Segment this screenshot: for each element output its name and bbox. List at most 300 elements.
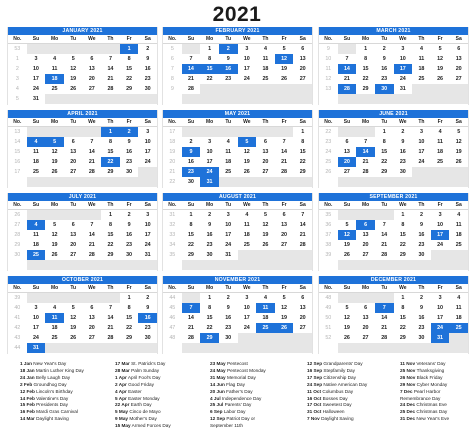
day-cell[interactable]: 14 xyxy=(338,64,357,74)
day-cell[interactable]: 15 xyxy=(187,232,194,238)
day-cell[interactable]: 10 xyxy=(418,139,425,145)
day-cell[interactable]: 21 xyxy=(187,325,194,331)
day-cell[interactable]: 18 xyxy=(262,315,269,321)
day-cell[interactable]: 13 xyxy=(299,56,306,62)
day-cell[interactable]: 30 xyxy=(144,335,151,341)
day-cell[interactable]: 27 xyxy=(455,76,462,82)
day-cell[interactable]: 5 xyxy=(71,305,75,311)
day-cell[interactable]: 9 xyxy=(208,222,212,228)
day-cell[interactable]: 7 xyxy=(345,56,349,62)
day-cell[interactable]: 22 xyxy=(381,159,388,165)
day-cell[interactable]: 9 xyxy=(182,147,201,157)
day-cell[interactable]: 10 xyxy=(144,222,151,228)
day-cell[interactable]: 11 xyxy=(45,313,64,323)
day-cell[interactable]: 20 xyxy=(299,315,306,321)
day-cell[interactable]: 30 xyxy=(126,169,133,175)
day-cell[interactable]: 18 xyxy=(32,242,39,248)
day-cell[interactable]: 12 xyxy=(70,315,77,321)
day-cell[interactable]: 15 xyxy=(399,315,406,321)
day-cell[interactable]: 16 xyxy=(418,315,425,321)
day-cell[interactable]: 2 xyxy=(219,44,238,54)
day-cell[interactable]: 16 xyxy=(381,66,388,72)
day-cell[interactable]: 30 xyxy=(375,84,394,94)
day-cell[interactable]: 14 xyxy=(381,232,388,238)
day-cell[interactable]: 2 xyxy=(120,127,139,137)
day-cell[interactable]: 18 xyxy=(32,159,39,165)
day-cell[interactable]: 3 xyxy=(146,129,150,135)
day-cell[interactable]: 4 xyxy=(263,46,267,52)
day-cell[interactable]: 16 xyxy=(138,313,157,323)
day-cell[interactable]: 1 xyxy=(364,46,368,52)
day-cell[interactable]: 1 xyxy=(208,295,212,301)
day-cell[interactable]: 1 xyxy=(208,46,212,52)
day-cell[interactable]: 22 xyxy=(362,76,369,82)
day-cell[interactable]: 18 xyxy=(437,149,444,155)
day-cell[interactable]: 18 xyxy=(51,325,58,331)
day-cell[interactable]: 29 xyxy=(107,252,114,258)
day-cell[interactable]: 21 xyxy=(343,76,350,82)
day-cell[interactable]: 24 xyxy=(144,242,151,248)
day-cell[interactable]: 21 xyxy=(299,232,306,238)
day-cell[interactable]: 25 xyxy=(32,169,39,175)
day-cell[interactable]: 2 xyxy=(419,295,423,301)
day-cell[interactable]: 31 xyxy=(27,343,46,353)
day-cell[interactable]: 15 xyxy=(399,232,406,238)
day-cell[interactable]: 22 xyxy=(399,242,406,248)
day-cell[interactable]: 23 xyxy=(225,76,232,82)
day-cell[interactable]: 15 xyxy=(126,66,133,72)
day-cell[interactable]: 16 xyxy=(206,232,213,238)
day-cell[interactable]: 21 xyxy=(381,325,388,331)
day-cell[interactable]: 28 xyxy=(299,242,306,248)
day-cell[interactable]: 31 xyxy=(431,333,450,343)
day-cell[interactable]: 31 xyxy=(32,96,39,102)
day-cell[interactable]: 6 xyxy=(345,139,349,145)
day-cell[interactable]: 30 xyxy=(187,179,194,185)
day-cell[interactable]: 3 xyxy=(401,46,405,52)
day-cell[interactable]: 24 xyxy=(200,167,219,177)
day-cell[interactable]: 19 xyxy=(437,66,444,72)
day-cell[interactable]: 10 xyxy=(32,66,39,72)
day-cell[interactable]: 18 xyxy=(418,66,425,72)
day-cell[interactable]: 28 xyxy=(187,335,194,341)
day-cell[interactable]: 15 xyxy=(107,232,114,238)
day-cell[interactable]: 12 xyxy=(51,232,58,238)
day-cell[interactable]: 21 xyxy=(281,159,288,165)
day-cell[interactable]: 5 xyxy=(263,212,267,218)
day-cell[interactable]: 13 xyxy=(362,315,369,321)
day-cell[interactable]: 7 xyxy=(108,56,112,62)
day-cell[interactable]: 30 xyxy=(144,86,151,92)
day-cell[interactable]: 19 xyxy=(281,315,288,321)
day-cell[interactable]: 14 xyxy=(107,66,114,72)
day-cell[interactable]: 8 xyxy=(401,305,405,311)
day-cell[interactable]: 3 xyxy=(208,139,212,145)
day-cell[interactable]: 7 xyxy=(189,56,193,62)
day-cell[interactable]: 19 xyxy=(243,159,250,165)
day-cell[interactable]: 27 xyxy=(88,335,95,341)
day-cell[interactable]: 4 xyxy=(419,46,423,52)
day-cell[interactable]: 8 xyxy=(208,56,212,62)
day-cell[interactable]: 22 xyxy=(206,76,213,82)
day-cell[interactable]: 6 xyxy=(71,139,75,145)
day-cell[interactable]: 11 xyxy=(262,56,269,62)
day-cell[interactable]: 26 xyxy=(70,335,77,341)
day-cell[interactable]: 23 xyxy=(144,325,151,331)
day-cell[interactable]: 21 xyxy=(107,325,114,331)
day-cell[interactable]: 22 xyxy=(126,325,133,331)
day-cell[interactable]: 11 xyxy=(437,139,443,145)
day-cell[interactable]: 22 xyxy=(299,159,306,165)
day-cell[interactable]: 13 xyxy=(70,149,77,155)
day-cell[interactable]: 6 xyxy=(301,295,305,301)
day-cell[interactable]: 14 xyxy=(88,149,95,155)
day-cell[interactable]: 1 xyxy=(401,212,405,218)
day-cell[interactable]: 17 xyxy=(418,149,425,155)
day-cell[interactable]: 9 xyxy=(382,56,386,62)
day-cell[interactable]: 18 xyxy=(45,74,64,84)
day-cell[interactable]: 27 xyxy=(299,76,306,82)
day-cell[interactable]: 14 xyxy=(107,315,114,321)
day-cell[interactable]: 24 xyxy=(32,86,39,92)
day-cell[interactable]: 17 xyxy=(437,315,444,321)
day-cell[interactable]: 5 xyxy=(457,129,461,135)
day-cell[interactable]: 17 xyxy=(32,325,39,331)
day-cell[interactable]: 12 xyxy=(338,230,357,240)
day-cell[interactable]: 24 xyxy=(437,242,444,248)
day-cell[interactable]: 6 xyxy=(90,305,94,311)
day-cell[interactable]: 16 xyxy=(418,232,425,238)
day-cell[interactable]: 18 xyxy=(455,232,462,238)
day-cell[interactable]: 12 xyxy=(243,149,250,155)
day-cell[interactable]: 23 xyxy=(144,76,151,82)
day-cell[interactable]: 12 xyxy=(437,56,444,62)
day-cell[interactable]: 5 xyxy=(438,46,442,52)
day-cell[interactable]: 2 xyxy=(226,295,230,301)
day-cell[interactable]: 19 xyxy=(343,242,350,248)
day-cell[interactable]: 2 xyxy=(146,295,150,301)
day-cell[interactable]: 10 xyxy=(206,149,213,155)
day-cell[interactable]: 8 xyxy=(127,56,131,62)
day-cell[interactable]: 24 xyxy=(431,323,450,333)
day-cell[interactable]: 13 xyxy=(299,305,306,311)
day-cell[interactable]: 8 xyxy=(108,139,112,145)
day-cell[interactable]: 25 xyxy=(51,335,58,341)
day-cell[interactable]: 30 xyxy=(206,252,213,258)
day-cell[interactable]: 26 xyxy=(281,76,288,82)
day-cell[interactable]: 19 xyxy=(455,149,462,155)
day-cell[interactable]: 19 xyxy=(51,242,58,248)
day-cell[interactable]: 10 xyxy=(243,56,250,62)
day-cell[interactable]: 21 xyxy=(107,76,114,82)
day-cell[interactable]: 7 xyxy=(382,222,386,228)
day-cell[interactable]: 24 xyxy=(144,159,151,165)
day-cell[interactable]: 4 xyxy=(226,139,230,145)
day-cell[interactable]: 12 xyxy=(51,149,58,155)
day-cell[interactable]: 28 xyxy=(107,335,114,341)
day-cell[interactable]: 26 xyxy=(70,86,77,92)
day-cell[interactable]: 2 xyxy=(382,46,386,52)
day-cell[interactable]: 5 xyxy=(345,222,349,228)
day-cell[interactable]: 12 xyxy=(275,54,294,64)
day-cell[interactable]: 10 xyxy=(32,315,39,321)
day-cell[interactable]: 19 xyxy=(70,76,77,82)
day-cell[interactable]: 23 xyxy=(182,167,201,177)
day-cell[interactable]: 17 xyxy=(225,232,232,238)
day-cell[interactable]: 8 xyxy=(208,305,212,311)
day-cell[interactable]: 21 xyxy=(187,76,194,82)
day-cell[interactable]: 26 xyxy=(275,323,294,333)
day-cell[interactable]: 10 xyxy=(144,139,151,145)
day-cell[interactable]: 14 xyxy=(281,149,288,155)
day-cell[interactable]: 25 xyxy=(51,86,58,92)
day-cell[interactable]: 26 xyxy=(437,76,444,82)
day-cell[interactable]: 30 xyxy=(399,169,406,175)
day-cell[interactable]: 29 xyxy=(200,333,219,343)
day-cell[interactable]: 12 xyxy=(262,222,269,228)
day-cell[interactable]: 21 xyxy=(88,242,95,248)
day-cell[interactable]: 26 xyxy=(262,242,269,248)
day-cell[interactable]: 20 xyxy=(70,159,77,165)
day-cell[interactable]: 28 xyxy=(281,169,288,175)
day-cell[interactable]: 20 xyxy=(70,242,77,248)
day-cell[interactable]: 20 xyxy=(338,157,357,167)
day-cell[interactable]: 4 xyxy=(438,129,442,135)
day-cell[interactable]: 23 xyxy=(225,325,232,331)
day-cell[interactable]: 26 xyxy=(243,169,250,175)
day-cell[interactable]: 25 xyxy=(256,323,275,333)
day-cell[interactable]: 11 xyxy=(225,149,232,155)
day-cell[interactable]: 20 xyxy=(88,76,95,82)
day-cell[interactable]: 13 xyxy=(455,56,462,62)
day-cell[interactable]: 29 xyxy=(187,252,194,258)
day-cell[interactable]: 31 xyxy=(144,252,151,258)
day-cell[interactable]: 2 xyxy=(208,212,212,218)
day-cell[interactable]: 20 xyxy=(299,66,306,72)
day-cell[interactable]: 31 xyxy=(225,252,232,258)
day-cell[interactable]: 20 xyxy=(281,232,288,238)
day-cell[interactable]: 7 xyxy=(90,139,94,145)
day-cell[interactable]: 9 xyxy=(226,305,230,311)
day-cell[interactable]: 14 xyxy=(356,147,375,157)
day-cell[interactable]: 24 xyxy=(225,242,232,248)
day-cell[interactable]: 3 xyxy=(438,212,442,218)
day-cell[interactable]: 23 xyxy=(381,76,388,82)
day-cell[interactable]: 2 xyxy=(146,46,150,52)
day-cell[interactable]: 12 xyxy=(455,139,462,145)
day-cell[interactable]: 28 xyxy=(107,86,114,92)
day-cell[interactable]: 9 xyxy=(419,305,423,311)
day-cell[interactable]: 17 xyxy=(32,76,39,82)
day-cell[interactable]: 8 xyxy=(382,139,386,145)
day-cell[interactable]: 4 xyxy=(245,212,249,218)
day-cell[interactable]: 1 xyxy=(301,129,305,135)
day-cell[interactable]: 17 xyxy=(206,159,213,165)
day-cell[interactable]: 19 xyxy=(51,159,58,165)
day-cell[interactable]: 4 xyxy=(27,220,46,230)
day-cell[interactable]: 30 xyxy=(418,335,425,341)
day-cell[interactable]: 25 xyxy=(449,323,468,333)
day-cell[interactable]: 24 xyxy=(418,159,425,165)
day-cell[interactable]: 29 xyxy=(399,335,406,341)
day-cell[interactable]: 11 xyxy=(33,232,39,238)
day-cell[interactable]: 15 xyxy=(200,64,219,74)
day-cell[interactable]: 2 xyxy=(189,139,193,145)
day-cell[interactable]: 29 xyxy=(126,86,133,92)
day-cell[interactable]: 9 xyxy=(419,222,423,228)
day-cell[interactable]: 25 xyxy=(262,76,269,82)
day-cell[interactable]: 1 xyxy=(127,295,131,301)
day-cell[interactable]: 30 xyxy=(418,252,425,258)
day-cell[interactable]: 2 xyxy=(401,129,405,135)
day-cell[interactable]: 6 xyxy=(282,212,286,218)
day-cell[interactable]: 12 xyxy=(281,305,288,311)
day-cell[interactable]: 11 xyxy=(418,56,425,62)
day-cell[interactable]: 24 xyxy=(243,76,250,82)
day-cell[interactable]: 16 xyxy=(399,149,406,155)
day-cell[interactable]: 18 xyxy=(243,232,250,238)
day-cell[interactable]: 19 xyxy=(343,325,350,331)
day-cell[interactable]: 30 xyxy=(126,252,133,258)
day-cell[interactable]: 13 xyxy=(343,149,350,155)
day-cell[interactable]: 25 xyxy=(225,169,232,175)
day-cell[interactable]: 21 xyxy=(362,159,369,165)
day-cell[interactable]: 6 xyxy=(301,46,305,52)
day-cell[interactable]: 6 xyxy=(71,222,75,228)
day-cell[interactable]: 17 xyxy=(394,64,413,74)
day-cell[interactable]: 31 xyxy=(200,177,219,187)
day-cell[interactable]: 21 xyxy=(381,242,388,248)
day-cell[interactable]: 7 xyxy=(182,303,201,313)
day-cell[interactable]: 13 xyxy=(70,232,77,238)
day-cell[interactable]: 7 xyxy=(282,139,286,145)
day-cell[interactable]: 8 xyxy=(401,222,405,228)
day-cell[interactable]: 23 xyxy=(126,159,133,165)
day-cell[interactable]: 10 xyxy=(225,222,232,228)
day-cell[interactable]: 25 xyxy=(27,250,46,260)
day-cell[interactable]: 23 xyxy=(206,242,213,248)
day-cell[interactable]: 27 xyxy=(70,169,77,175)
day-cell[interactable]: 29 xyxy=(299,169,306,175)
day-cell[interactable]: 3 xyxy=(34,56,38,62)
day-cell[interactable]: 6 xyxy=(457,46,461,52)
day-cell[interactable]: 9 xyxy=(127,139,131,145)
day-cell[interactable]: 2 xyxy=(127,212,131,218)
day-cell[interactable]: 29 xyxy=(107,169,114,175)
day-cell[interactable]: 13 xyxy=(362,232,369,238)
day-cell[interactable]: 29 xyxy=(381,169,388,175)
day-cell[interactable]: 8 xyxy=(189,222,193,228)
day-cell[interactable]: 3 xyxy=(438,295,442,301)
day-cell[interactable]: 3 xyxy=(419,129,423,135)
day-cell[interactable]: 1 xyxy=(382,129,386,135)
day-cell[interactable]: 8 xyxy=(301,139,305,145)
day-cell[interactable]: 15 xyxy=(126,315,133,321)
day-cell[interactable]: 5 xyxy=(282,46,286,52)
day-cell[interactable]: 13 xyxy=(88,315,95,321)
day-cell[interactable]: 24 xyxy=(243,325,250,331)
day-cell[interactable]: 3 xyxy=(245,46,249,52)
day-cell[interactable]: 15 xyxy=(381,149,388,155)
day-cell[interactable]: 12 xyxy=(343,315,350,321)
day-cell[interactable]: 1 xyxy=(189,212,193,218)
day-cell[interactable]: 6 xyxy=(356,220,375,230)
day-cell[interactable]: 28 xyxy=(362,169,369,175)
day-cell[interactable]: 28 xyxy=(381,252,388,258)
day-cell[interactable]: 22 xyxy=(101,157,120,167)
day-cell[interactable]: 11 xyxy=(455,305,462,311)
day-cell[interactable]: 20 xyxy=(262,159,269,165)
day-cell[interactable]: 9 xyxy=(401,139,405,145)
day-cell[interactable]: 28 xyxy=(88,252,95,258)
day-cell[interactable]: 7 xyxy=(108,305,112,311)
day-cell[interactable]: 8 xyxy=(108,222,112,228)
day-cell[interactable]: 8 xyxy=(364,56,368,62)
day-cell[interactable]: 30 xyxy=(225,335,232,341)
day-cell[interactable]: 20 xyxy=(362,242,369,248)
day-cell[interactable]: 21 xyxy=(88,159,95,165)
day-cell[interactable]: 5 xyxy=(345,305,349,311)
day-cell[interactable]: 9 xyxy=(127,222,131,228)
day-cell[interactable]: 14 xyxy=(299,222,306,228)
day-cell[interactable]: 16 xyxy=(144,66,151,72)
day-cell[interactable]: 14 xyxy=(88,232,95,238)
day-cell[interactable]: 10 xyxy=(399,56,406,62)
day-cell[interactable]: 28 xyxy=(88,169,95,175)
day-cell[interactable]: 22 xyxy=(126,76,133,82)
day-cell[interactable]: 27 xyxy=(88,86,95,92)
day-cell[interactable]: 29 xyxy=(399,252,406,258)
day-cell[interactable]: 8 xyxy=(127,305,131,311)
day-cell[interactable]: 24 xyxy=(32,335,39,341)
day-cell[interactable]: 24 xyxy=(399,76,406,82)
day-cell[interactable]: 16 xyxy=(126,149,133,155)
day-cell[interactable]: 17 xyxy=(144,232,151,238)
day-cell[interactable]: 16 xyxy=(126,232,133,238)
day-cell[interactable]: 22 xyxy=(206,325,213,331)
day-cell[interactable]: 26 xyxy=(51,169,58,175)
day-cell[interactable]: 15 xyxy=(107,149,114,155)
day-cell[interactable]: 13 xyxy=(281,222,288,228)
day-cell[interactable]: 27 xyxy=(262,169,269,175)
day-cell[interactable]: 5 xyxy=(238,137,257,147)
day-cell[interactable]: 19 xyxy=(281,66,288,72)
day-cell[interactable]: 23 xyxy=(418,242,425,248)
day-cell[interactable]: 7 xyxy=(301,212,305,218)
day-cell[interactable]: 12 xyxy=(70,66,77,72)
day-cell[interactable]: 25 xyxy=(455,242,462,248)
day-cell[interactable]: 13 xyxy=(262,149,269,155)
day-cell[interactable]: 16 xyxy=(225,315,232,321)
day-cell[interactable]: 26 xyxy=(455,159,462,165)
day-cell[interactable]: 16 xyxy=(219,64,238,74)
day-cell[interactable]: 11 xyxy=(33,149,39,155)
day-cell[interactable]: 6 xyxy=(90,56,94,62)
day-cell[interactable]: 11 xyxy=(256,303,275,313)
day-cell[interactable]: 13 xyxy=(88,66,95,72)
day-cell[interactable]: 22 xyxy=(399,325,406,331)
day-cell[interactable]: 15 xyxy=(206,315,213,321)
day-cell[interactable]: 20 xyxy=(362,325,369,331)
day-cell[interactable]: 14 xyxy=(381,315,388,321)
day-cell[interactable]: 27 xyxy=(343,169,350,175)
day-cell[interactable]: 28 xyxy=(381,335,388,341)
day-cell[interactable]: 1 xyxy=(101,127,120,137)
day-cell[interactable]: 25 xyxy=(418,76,425,82)
day-cell[interactable]: 20 xyxy=(88,325,95,331)
day-cell[interactable]: 26 xyxy=(343,252,350,258)
day-cell[interactable]: 17 xyxy=(243,315,250,321)
